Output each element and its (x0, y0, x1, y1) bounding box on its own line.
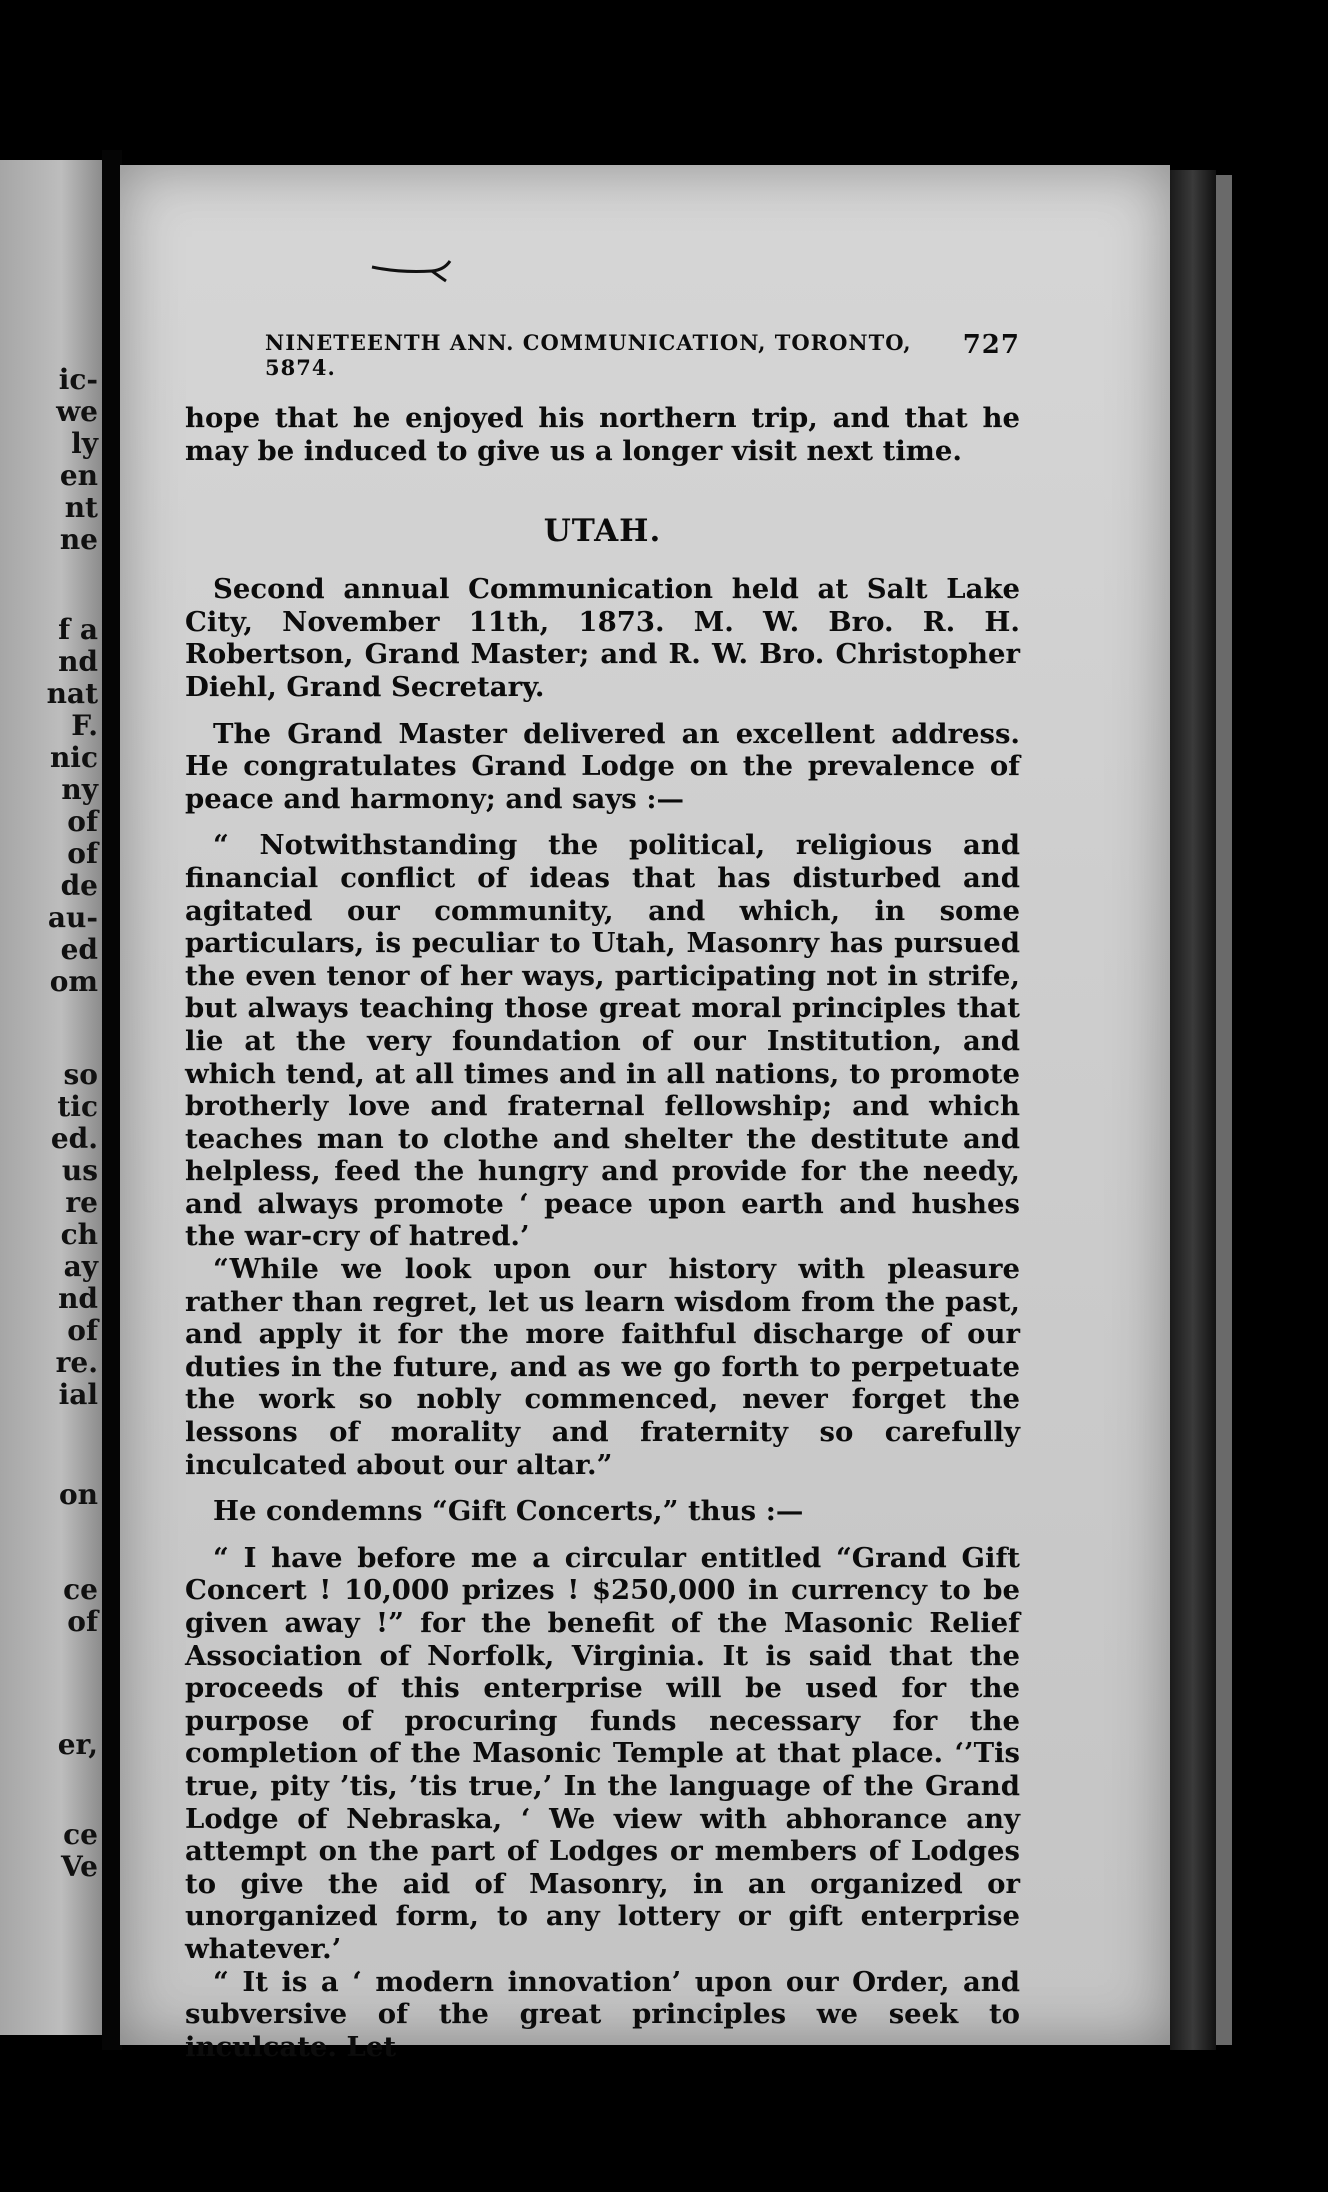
left-fragment: ch (60, 1218, 98, 1251)
paragraph: The Grand Master delivered an excellent address. He congratulates Grand Lodge on the prevalence of peace and harmony; and says :— (185, 717, 1020, 815)
page-edge (1216, 175, 1232, 2045)
paragraph: He condemns “Gift Concerts,” thus :— (213, 1495, 804, 1528)
book-gutter (102, 150, 122, 2050)
left-fragment: so (63, 1058, 98, 1091)
left-fragment: en (59, 459, 98, 492)
left-fragment: on (58, 1478, 98, 1511)
left-fragment: ce (63, 1573, 98, 1606)
page-number: 727 (962, 330, 1020, 360)
quoted-paragraph: “While we look upon our history with pleasure rather than regret, let us learn wisdom from the past, and apply it for the more faithful discharge of our duties in the future, and as we go forth to perpetuate the work so nobly commenced, never forget the lessons of morality and fraternity so carefully inculcated about our altar.” (185, 1253, 1020, 1481)
opening-paragraph: hope that he enjoyed his northern trip, and that he may be induced to give us a longer visit next time. (185, 402, 1020, 467)
page-content (185, 330, 1020, 2063)
left-fragment: er, (57, 1728, 98, 1761)
paragraph: Second annual Communication held at Salt Lake City, November 11th, 1873. M. W. Bro. R. H. Robertson, Grand Master; and R. W. Bro. Christopher Diehl, Grand Secretary. (185, 573, 1020, 703)
left-fragment: nd (58, 1282, 98, 1315)
running-head (265, 330, 1020, 380)
left-fragment: of (67, 1605, 98, 1638)
left-fragment: we (56, 395, 98, 428)
left-fragment: ay (63, 1250, 98, 1283)
page-edge-shadow (1170, 170, 1216, 2050)
left-fragment: ic- (58, 363, 98, 396)
left-fragment: ny (61, 773, 98, 806)
left-fragment: of (67, 1314, 98, 1347)
pen-mark (370, 255, 460, 285)
left-fragment: re (65, 1186, 98, 1219)
left-fragment: tic (57, 1090, 98, 1123)
left-fragment: nd (58, 645, 98, 678)
left-fragment: ly (71, 427, 98, 460)
left-fragment: ne (59, 523, 98, 556)
left-fragment: nic (49, 741, 98, 774)
left-fragment: de (60, 869, 98, 902)
left-fragment: nat (46, 677, 98, 710)
left-fragment: ial (58, 1378, 98, 1411)
section-title: UTAH. (543, 513, 662, 550)
left-fragment: of (67, 805, 98, 838)
left-fragment: om (49, 965, 98, 998)
left-facing-page-fragment (0, 160, 102, 2035)
left-fragment: Ve (61, 1850, 98, 1883)
left-fragment: ce (63, 1818, 98, 1851)
left-fragment: of (67, 837, 98, 870)
quoted-paragraph: “ Notwithstanding the political, religious and financial conflict of ideas that has disturbed and agitated our community, and which, in some particulars, is peculiar to Utah, Masonry has pursued the even tenor of her ways, participating not in strife, but always teaching those great moral principles that lie at the very foundation of our Institution, and which tend, at all times and in all nations, to promote brotherly love and fraternal fellowship; and which teaches man to clothe and shelter the destitute and helpless, feed the hungry and provide for the needy, and always promote ‘ peace upon earth and hushes the war-cry of hatred.’ (185, 829, 1020, 1253)
left-fragment: F. (71, 709, 98, 742)
left-fragment: re. (55, 1346, 98, 1379)
left-fragment: us (61, 1154, 98, 1187)
left-fragment: nt (64, 491, 98, 524)
quoted-paragraph: “ I have before me a circular entitled “Grand Gift Concert ! 10,000 prizes ! $250,000 in currency to be given away !” for the benefit of the Masonic Relief Association of Norfolk, Virginia. It is said that the proceeds of this enterprise will be used for the purpose of procuring funds necessary for the completion of the Masonic Temple at that place. ‘’Tis true, pity ’tis, ’tis true,’ In the language of the Grand Lodge of Nebraska, ‘ We view with abhorance any attempt on the part of Lodges or members of Lodges to give the aid of Masonry, in an organized or unorganized form, to any lottery or gift enterprise whatever.’ (185, 1541, 1020, 1965)
quoted-paragraph: “ It is a ‘ modern innovation’ upon our Order, and subversive of the great principles we seek to inculcate. Let (185, 1965, 1020, 2063)
left-fragment: au- (47, 901, 98, 934)
left-fragment: ed. (50, 1122, 98, 1155)
running-title: NINETEENTH ANN. COMMUNICATION, TORONTO, 5874. (265, 330, 912, 380)
left-fragment: ed (60, 933, 98, 966)
left-fragment: f a (58, 613, 98, 646)
